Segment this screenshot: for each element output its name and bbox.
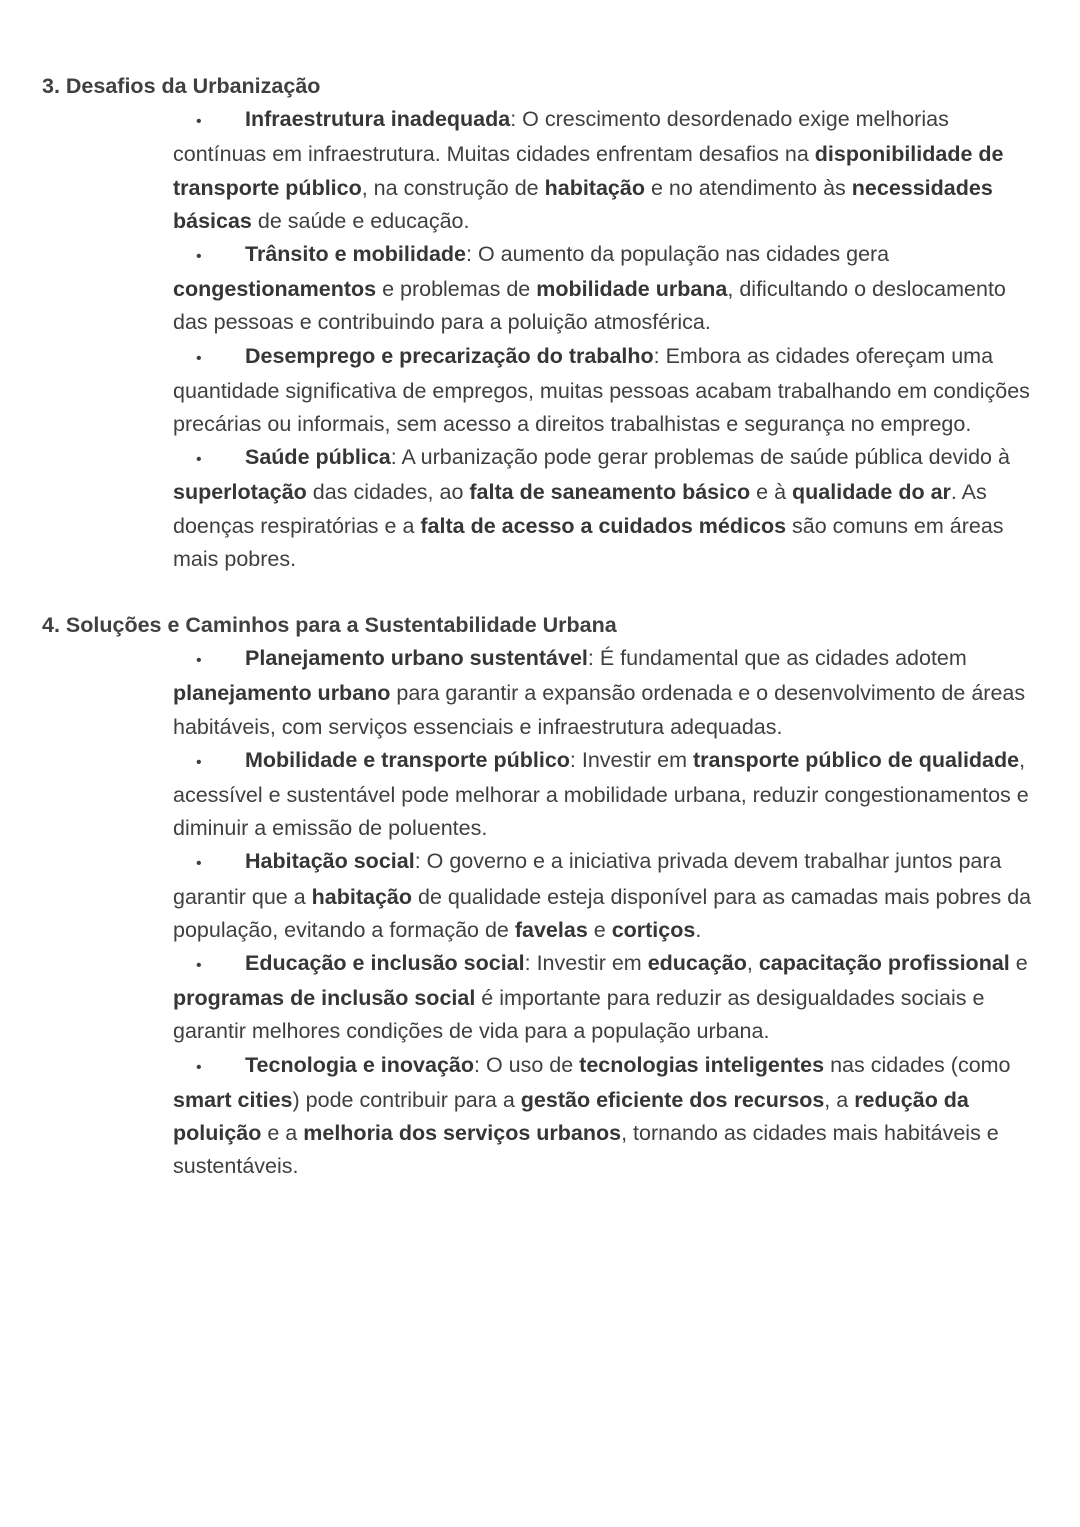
bold-term: Tecnologia e inovação [245,1052,474,1077]
list-item [173,1049,1043,1184]
bold-term: Desemprego e precarização do trabalho [245,343,654,368]
bold-term: gestão eficiente dos recursos [520,1087,825,1112]
section-solucoes [0,609,1080,1183]
bullet-icon: • [196,349,202,367]
bold-term: planejamento urbano [173,681,391,706]
section-heading: 3. Desafios da Urbanização [42,74,321,98]
list-item [173,642,1043,744]
bold-term: Saúde pública [245,445,391,470]
body-text: são comuns em áreas mais pobres. [173,513,1004,571]
bullet-icon: • [196,855,202,873]
bold-term: superlotação [173,480,307,505]
body-text: para garantir a expansão ordenada e o desenvolvimento de áreas habitáveis, com serviços essenciais e infraestrutura adequadas. [173,681,1026,739]
bold-term: transporte público de qualidade [692,747,1020,772]
body-text: : O crescimento desordenado exige melhorias contínuas em infraestrutura. Muitas cidades enfrentam desafios na [173,107,949,167]
bullet-list [0,103,1080,576]
body-text: de saúde e educação. [251,208,470,233]
body-text: de qualidade esteja disponível para as camadas mais pobres da população, evitando a formação de [173,884,1032,942]
body-text: : Embora as cidades ofereçam uma quantidade significativa de empregos, muitas pessoas acabam trabalhando em condições precárias ou informais, sem acesso a direitos trabalhistas e segurança no emprego. [173,343,1030,437]
bold-term: cortiços [611,917,696,942]
body-text: , dificultando o deslocamento das pessoas e contribuindo para a poluição atmosférica. [173,277,1006,335]
bold-term: Infraestrutura inadequada [245,107,511,132]
bold-term: tecnologias inteligentes [579,1052,825,1077]
body-text: e problemas de [376,277,537,302]
bullet-icon: • [196,248,202,265]
bold-term: necessidades básicas [173,175,993,233]
body-text: e a [261,1121,304,1146]
body-text: e à [750,480,793,505]
body-text: , tornando as cidades mais habitáveis e sustentáveis. [173,1121,999,1179]
bold-term: congestionamentos [173,277,377,302]
body-text: : O governo e a iniciativa privada devem trabalhar juntos para garantir que a [173,849,1002,909]
list-item [173,744,1043,846]
body-text: é importante para reduzir as desigualdades sociais e garantir melhores condições de vida para a população urbana. [173,986,985,1044]
list-item [173,238,1043,340]
bold-term: melhoria dos serviços urbanos [303,1121,622,1146]
list-item [173,845,1043,947]
bold-term: falta de acesso a cuidados médicos [420,513,787,538]
body-text: . [695,917,702,942]
bullet-icon: • [196,113,202,131]
bold-term: falta de saneamento básico [469,480,751,505]
bold-term: Habitação social [245,849,415,874]
bold-term: habitação [544,175,645,200]
section-desafios [0,70,1080,576]
list-item [173,441,1043,576]
bold-term: capacitação profissional [758,951,1010,976]
body-text: e no atendimento às [644,175,852,200]
bold-term: qualidade do ar [792,480,951,505]
bold-term: Mobilidade e transporte público [245,747,570,772]
bold-term: smart cities [173,1087,293,1112]
bold-term: programas de inclusão social [173,986,476,1011]
bullet-icon: • [196,1058,202,1076]
body-text: : É fundamental que as cidades adotem [587,646,967,671]
body-text: ) pode contribuir para a [292,1087,521,1112]
body-text: e [587,917,612,942]
bold-term: Educação e inclusão social [245,951,525,976]
section-heading: 4. Soluções e Caminhos para a Sustentabilidade Urbana [42,613,617,638]
body-text: e [1009,951,1028,976]
bullet-icon: • [196,753,202,771]
list-item [173,340,1043,442]
body-text: , a [824,1087,855,1112]
body-text: . As doenças respiratórias e a [173,480,987,538]
list-item [173,103,1043,238]
bold-term: habitação [311,884,413,909]
bullet-icon: • [196,652,202,670]
list-item [173,947,1043,1049]
body-text: , na construção de [361,175,545,200]
bold-term: favelas [514,917,588,942]
bullet-icon: • [196,451,202,469]
bullet-list [0,642,1080,1183]
body-text: , [746,951,759,976]
body-text: : O aumento da população nas cidades gera [466,242,890,266]
body-text: , acessível e sustentável pode melhorar a mobilidade urbana, reduzir congestionamentos e diminuir a emissão de poluentes. [173,747,1029,841]
body-text: : Investir em [569,747,693,772]
body-text: : A urbanização pode gerar problemas de saúde pública devido à [390,445,1010,470]
bold-term: disponibilidade de transporte público [173,142,1004,200]
bold-term: redução da poluição [173,1087,969,1146]
body-text: : O uso de [474,1052,580,1077]
body-text: das cidades, ao [306,480,470,505]
bold-term: Trânsito e mobilidade [245,242,467,266]
body-text: : Investir em [524,951,648,976]
bold-term: educação [647,951,747,976]
bullet-icon: • [196,957,202,975]
bold-term: Planejamento urbano sustentável [245,646,588,671]
bold-term: mobilidade urbana [536,277,728,302]
body-text: nas cidades (como [824,1052,1011,1077]
